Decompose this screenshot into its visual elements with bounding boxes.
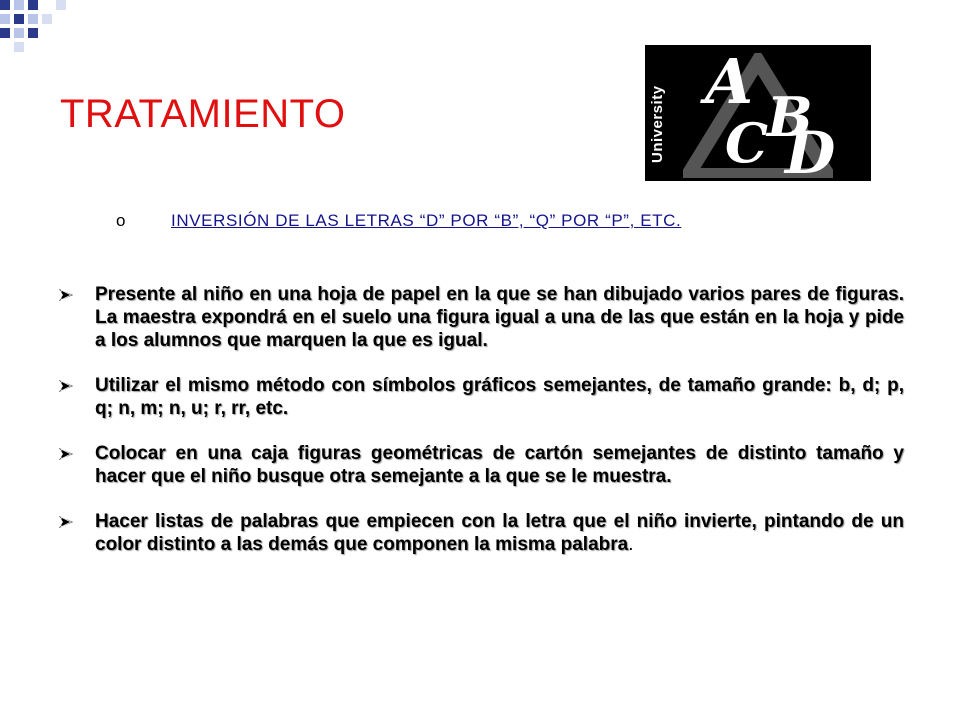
list-item (58, 442, 904, 488)
logo-side-text: University (649, 85, 666, 163)
subheading-link[interactable]: INVERSIÓN DE LAS LETRAS “D” POR “B”, “Q” POR “P”, ETC. (171, 211, 682, 230)
bullet-text: Presente al niño en una hoja de papel en la que se han dibujado varios pares de figuras. La maestra expondrá en el suelo una figura igual a una de las que están en la hoja y pide a los alumnos que marquen la que es igual. (95, 284, 904, 351)
abcd-university-logo (645, 45, 871, 181)
subheading (116, 211, 681, 231)
corner-decoration (0, 0, 80, 60)
bullet-text: Hacer listas de palabras que empiecen con la letra que el niño invierte, pintando de un color distinto a las demás que componen la misma palabra (95, 511, 904, 555)
list-item (58, 283, 904, 352)
bullet-trailing-punctuation: . (628, 534, 634, 555)
logo-letter-b: B (767, 85, 813, 149)
list-item (58, 510, 904, 556)
list-item (58, 374, 904, 420)
slide-title: TRATAMIENTO (60, 92, 346, 136)
arrow-bullet-icon (58, 379, 74, 393)
logo-letter-a: A (705, 45, 754, 118)
bullet-text: Colocar en una caja figuras geométricas de cartón semejantes de distinto tamaño y hacer que el niño busque otra semejante a la que se le muestra. (95, 443, 904, 487)
arrow-bullet-icon (58, 515, 74, 529)
subheading-marker: o (116, 211, 126, 230)
arrow-bullet-icon (58, 447, 74, 461)
logo-letter-d: D (785, 119, 836, 181)
logo-letter-c: C (725, 111, 768, 175)
arrow-bullet-icon (58, 288, 74, 302)
bullet-text: Utilizar el mismo método con símbolos gráficos semejantes, de tamaño grande: b, d; p, q; n, m; n, u; r, rr, etc. (95, 375, 904, 419)
bullet-list (58, 283, 904, 578)
